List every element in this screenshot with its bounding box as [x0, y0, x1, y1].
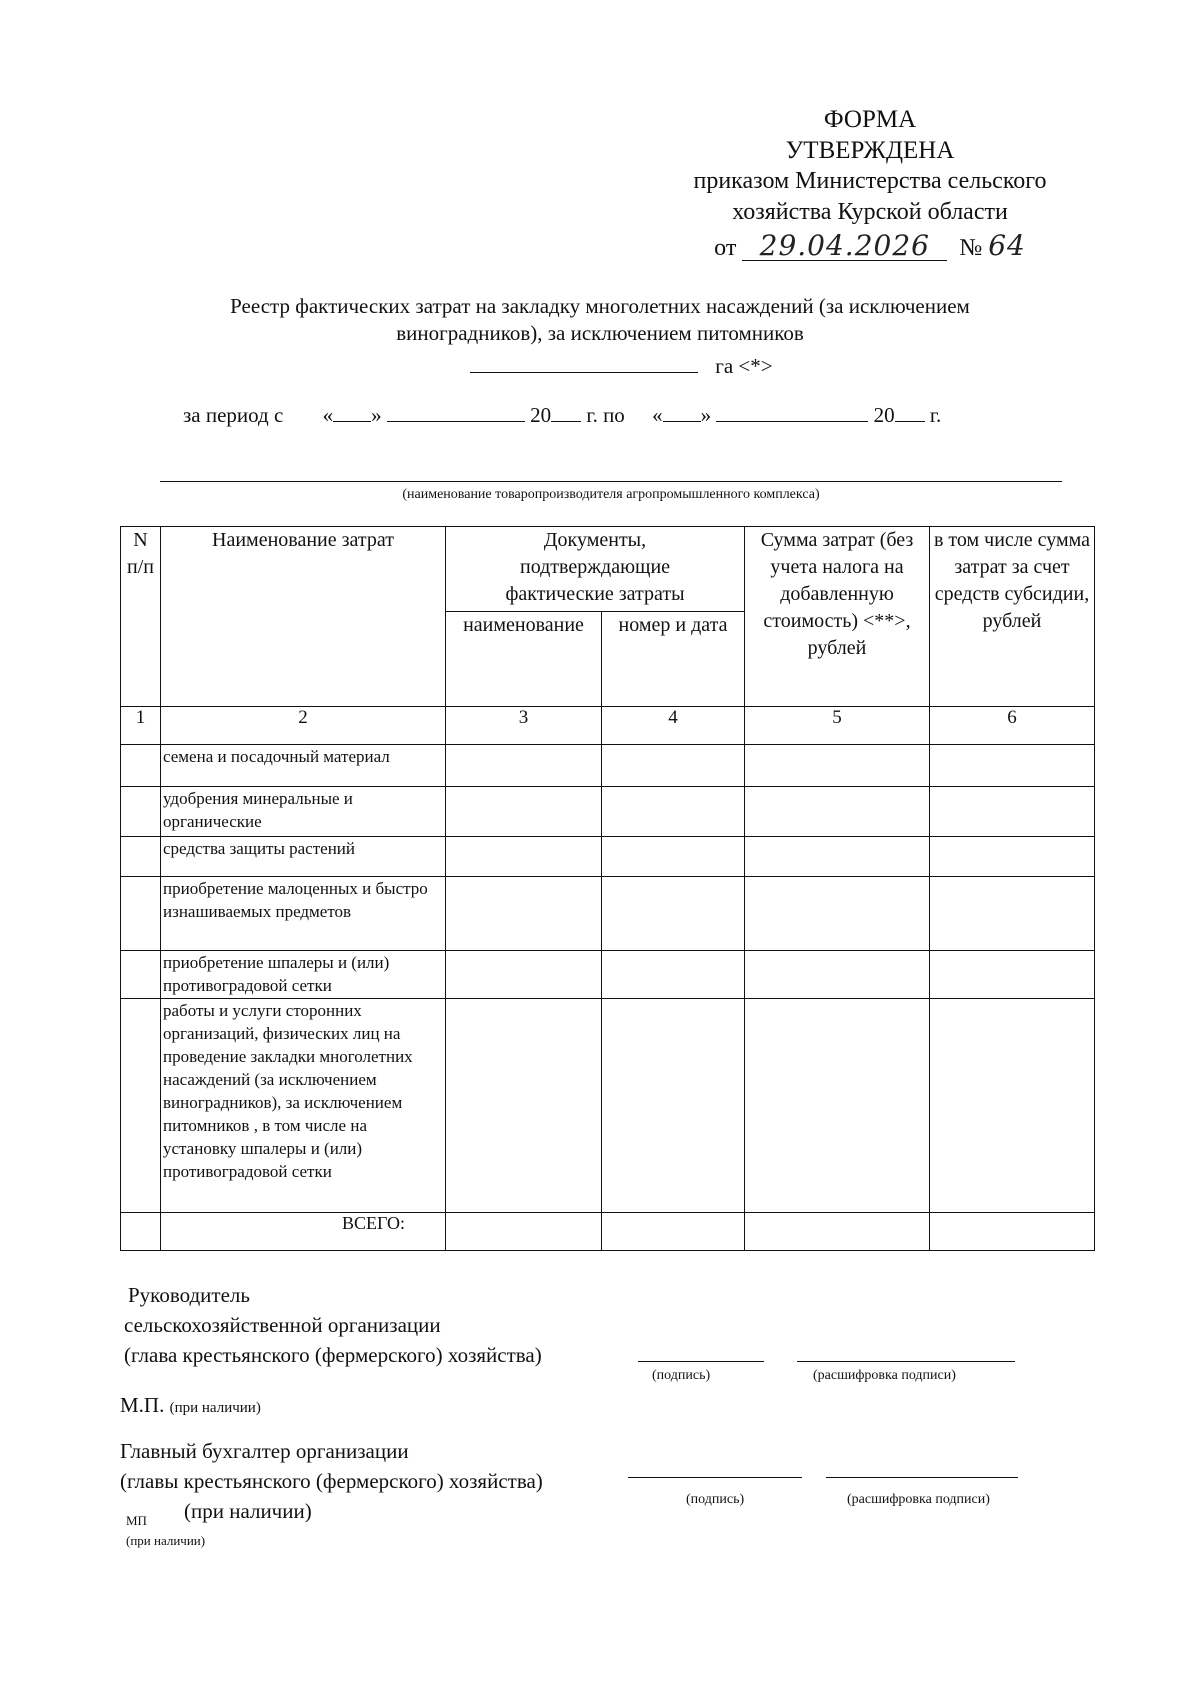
area-blank[interactable]	[470, 371, 698, 373]
register-title-line1: Реестр фактических затрат на закладку многолетних насаждений (за исключением	[230, 294, 970, 318]
approval-ministry-line: хозяйства Курской области	[732, 199, 1008, 225]
row-num-cell[interactable]	[121, 877, 161, 951]
register-title-line2: виноградников), за исключением питомников	[396, 321, 804, 345]
mp-small-label: МП	[126, 1513, 147, 1528]
doc-name-cell[interactable]	[446, 951, 602, 999]
subsidy-cell[interactable]	[930, 745, 1095, 787]
register-title	[150, 293, 1050, 347]
doc-name-cell[interactable]	[446, 999, 602, 1213]
table-row	[121, 877, 1095, 951]
sum-cell[interactable]	[745, 999, 930, 1213]
approval-approved-label: УТВЕРЖДЕНА	[785, 137, 955, 164]
stamp-label: М.П.	[120, 1393, 165, 1417]
period-to-year-suffix: г.	[929, 403, 942, 427]
col-number: 5	[745, 707, 930, 745]
header-doc-name: наименование	[446, 612, 602, 707]
col-number: 1	[121, 707, 161, 745]
doc-number-cell[interactable]	[602, 745, 745, 787]
subsidy-cell[interactable]	[930, 837, 1095, 877]
accountant-decode-caption: (расшифровка подписи)	[847, 1492, 990, 1507]
period-from-day-blank[interactable]	[333, 420, 371, 422]
col-number: 4	[602, 707, 745, 745]
doc-number-cell[interactable]	[602, 999, 745, 1213]
head-decode-line[interactable]	[797, 1361, 1015, 1362]
head-signature-block	[124, 1280, 542, 1370]
period-to-year-blank[interactable]	[895, 420, 925, 422]
doc-number-cell[interactable]	[602, 787, 745, 837]
accountant-title-line1: Главный бухгалтер организации	[120, 1439, 409, 1463]
row-num-cell[interactable]	[121, 999, 161, 1213]
table-row	[121, 999, 1095, 1213]
period-to-month-blank[interactable]	[716, 420, 868, 422]
table-row	[121, 745, 1095, 787]
cost-item-fertilizers: удобрения минеральные и органические	[161, 787, 446, 837]
head-decode-caption: (расшифровка подписи)	[813, 1368, 956, 1383]
period-close-quote-2: »	[700, 403, 712, 427]
table-header-row-1	[121, 527, 1095, 612]
row-num-cell[interactable]	[121, 951, 161, 999]
total-label: ВСЕГО:	[161, 1213, 446, 1251]
doc-name-cell[interactable]	[446, 787, 602, 837]
header-sum: Сумма затрат (без учета налога на добавленную стоимость) <**>, рублей	[745, 527, 930, 707]
approval-date-value: 29.04.2026	[742, 232, 947, 261]
header-subsidy: в том числе сумма затрат за счет средств субсидии, рублей	[930, 527, 1095, 707]
total-doc-number-cell[interactable]	[602, 1213, 745, 1251]
total-subsidy-cell[interactable]	[930, 1213, 1095, 1251]
period-from-label: за период с	[183, 403, 284, 427]
head-title-line1: Руководитель	[128, 1283, 250, 1307]
approval-form-label: ФОРМА	[823, 106, 917, 133]
head-title-line2: сельскохозяйственной организации	[124, 1313, 441, 1337]
sum-cell[interactable]	[745, 951, 930, 999]
header-cost-name: Наименование затрат	[161, 527, 446, 707]
column-numbers-row	[121, 707, 1095, 745]
sum-cell[interactable]	[745, 745, 930, 787]
period-to-label: г. по	[586, 403, 625, 427]
mp-small-block	[126, 1512, 205, 1549]
row-num-cell[interactable]	[121, 787, 161, 837]
period-open-quote-1: «	[322, 403, 334, 427]
mp-small-note: (при наличии)	[126, 1533, 206, 1548]
sum-cell[interactable]	[745, 787, 930, 837]
period-to-year-prefix: 20	[873, 403, 895, 427]
cost-register-table	[120, 526, 1095, 1251]
accountant-title-line2: (главы крестьянского (фермерского) хозяйства)	[120, 1469, 543, 1493]
col-number: 3	[446, 707, 602, 745]
row-num-cell[interactable]	[121, 837, 161, 877]
header-documents: Документы, подтверждающие фактические затраты	[446, 527, 745, 612]
stamp-line	[120, 1390, 261, 1423]
sum-cell[interactable]	[745, 837, 930, 877]
subsidy-cell[interactable]	[930, 951, 1095, 999]
total-sum-cell[interactable]	[745, 1213, 930, 1251]
total-row	[121, 1213, 1095, 1251]
cost-item-third-party-services: работы и услуги сторонних организаций, физических лиц на проведение закладки многолетних насаждений (за исключением виноградников), за исключением питомников , в том числе на установку шпалеры и (или) противоградовой сетки	[161, 999, 446, 1213]
cost-item-plant-protection: средства защиты растений	[161, 837, 446, 877]
total-doc-name-cell[interactable]	[446, 1213, 602, 1251]
sum-cell[interactable]	[745, 877, 930, 951]
approval-number-value: 64	[988, 229, 1026, 262]
cost-item-low-value-items: приобретение малоценных и быстро изнашиваемых предметов	[161, 877, 446, 951]
accountant-title-line3: (при наличии)	[184, 1499, 312, 1523]
approval-number-prefix: №	[959, 235, 983, 261]
doc-number-cell[interactable]	[602, 837, 745, 877]
table-row	[121, 837, 1095, 877]
row-num-cell[interactable]	[121, 745, 161, 787]
accountant-signature-caption: (подпись)	[686, 1492, 745, 1507]
period-from-year-prefix: 20	[530, 403, 552, 427]
subsidy-cell[interactable]	[930, 999, 1095, 1213]
subsidy-cell[interactable]	[930, 787, 1095, 837]
accountant-decode-line[interactable]	[826, 1477, 1018, 1478]
header-doc-number-date: номер и дата	[602, 612, 745, 707]
subsidy-cell[interactable]	[930, 877, 1095, 951]
period-close-quote-1: »	[371, 403, 382, 427]
period-to-day-blank[interactable]	[663, 420, 701, 422]
approval-date-prefix: от	[714, 235, 737, 261]
stamp-note: (при наличии)	[169, 1400, 261, 1416]
producer-name-line[interactable]	[160, 481, 1062, 482]
period-open-quote-2: «	[652, 403, 663, 427]
period-line	[183, 403, 1083, 428]
head-signature-line[interactable]	[638, 1361, 764, 1362]
approval-date-line	[600, 230, 1140, 264]
doc-number-cell[interactable]	[602, 951, 745, 999]
col-number: 6	[930, 707, 1095, 745]
header-num: N п/п	[121, 527, 161, 707]
period-from-month-blank[interactable]	[387, 420, 525, 422]
doc-name-cell[interactable]	[446, 837, 602, 877]
col-number: 2	[161, 707, 446, 745]
period-from-year-blank[interactable]	[551, 420, 581, 422]
doc-name-cell[interactable]	[446, 877, 602, 951]
table-row	[121, 787, 1095, 837]
accountant-signature-line[interactable]	[628, 1477, 802, 1478]
cost-item-trellis: приобретение шпалеры и (или) противоградовой сетки	[161, 951, 446, 999]
doc-number-cell[interactable]	[602, 877, 745, 951]
row-num-cell	[121, 1213, 161, 1251]
area-line	[470, 354, 773, 379]
head-signature-caption: (подпись)	[652, 1368, 711, 1383]
producer-caption: (наименование товаропроизводителя агропромышленного комплекса)	[402, 487, 820, 502]
area-suffix: га <*>	[715, 354, 773, 378]
head-title-line3: (глава крестьянского (фермерского) хозяйства)	[124, 1343, 542, 1367]
cost-item-seeds: семена и посадочный материал	[161, 745, 446, 787]
table-row	[121, 951, 1095, 999]
doc-name-cell[interactable]	[446, 745, 602, 787]
approval-block	[600, 104, 1140, 264]
approval-order-line: приказом Министерства сельского	[693, 168, 1047, 194]
